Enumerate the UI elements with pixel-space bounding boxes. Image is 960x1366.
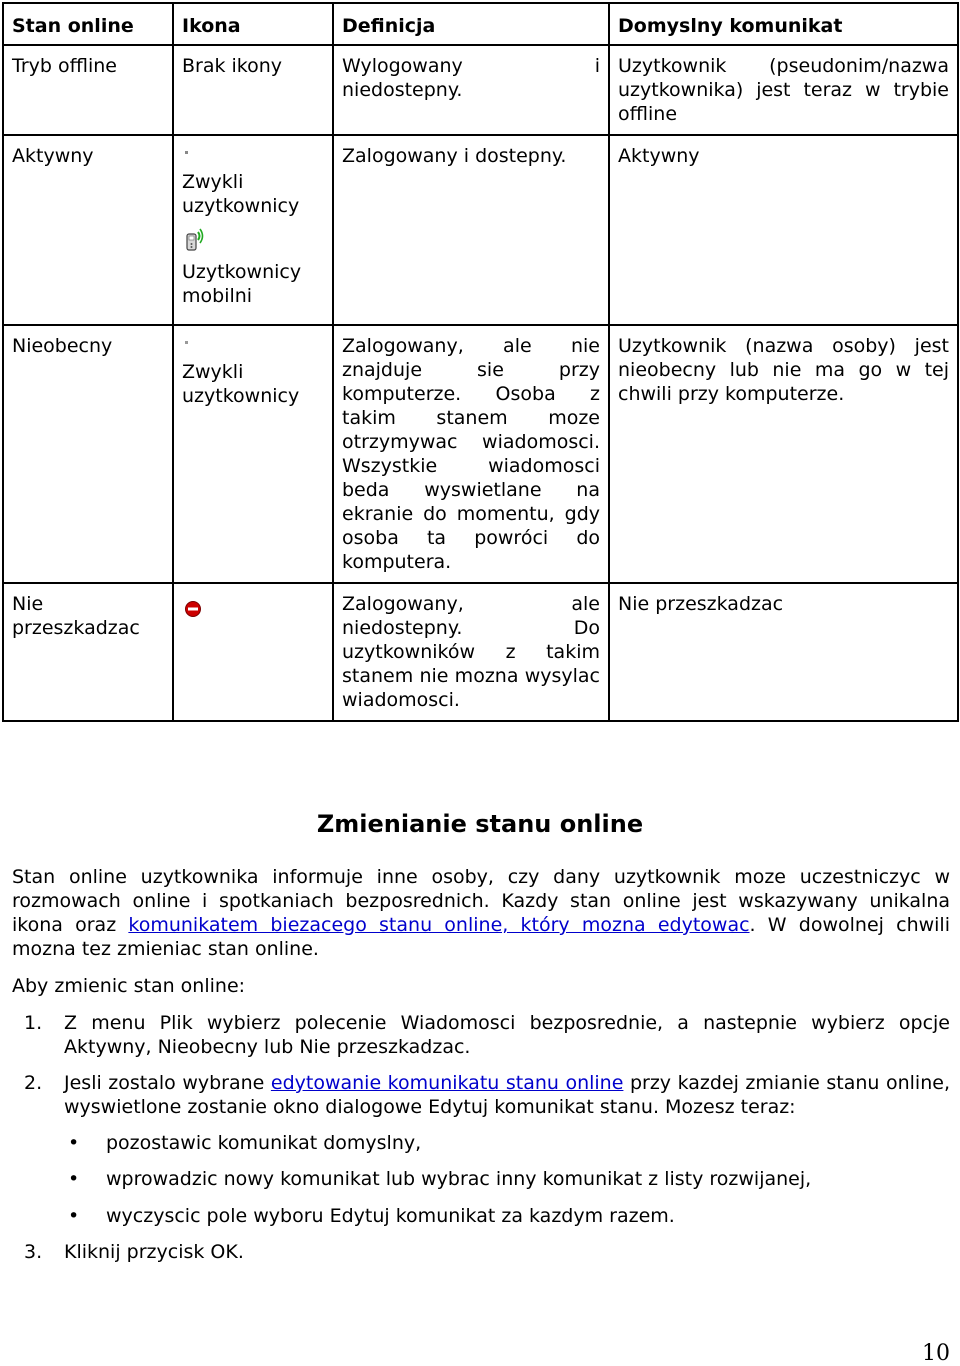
table-row <box>3 583 958 721</box>
table-row <box>3 135 958 325</box>
step-text-after: przy kazdej zmianie stanu online, wyswietlone zostanie okno dialogowe Edytuj komunikat stanu. Mozesz teraz: <box>64 1072 950 1118</box>
bullet-icon: • <box>68 1205 80 1227</box>
para-text-before: Stan online uzytkownika informuje inne osoby, czy dany uzytkownik moze uczestniczyc w rozmowach online i spotkaniach bezposrednich. Kazdy stan online jest wskazywany unikalna ikona oraz <box>12 866 950 936</box>
bullet-item: wyczyscic pole wyboru Edytuj komunikat za kazdym razem. <box>106 1205 675 1227</box>
header-message: Domyslny komunikat <box>609 3 958 45</box>
icon-label-regular: Zwykli uzytkownicy <box>182 361 300 407</box>
table-row <box>3 325 958 583</box>
step-text <box>64 1071 950 1119</box>
bullet-item: wprowadzic nowy komunikat lub wybrac inny komunikat z listy rozwijanej, <box>106 1168 812 1190</box>
icon-label-regular: Zwykli uzytkownicy <box>182 171 300 217</box>
do-not-disturb-icon <box>184 600 202 618</box>
step-text: Kliknij przycisk OK. <box>64 1241 244 1263</box>
bullet-item: pozostawic komunikat domyslny, <box>106 1132 422 1154</box>
para-text-after: . W dowolnej chwili mozna tez zmieniac stan online. <box>12 914 950 960</box>
header-state: Stan online <box>3 3 173 45</box>
message-cell: Uzytkownik (nazwa osoby) jest nieobecny lub nie ma go w tej chwili przy komputerze. <box>609 325 958 583</box>
bullet-icon: • <box>68 1168 80 1190</box>
bullet-icon: • <box>68 1132 80 1154</box>
icon-cell <box>173 325 333 583</box>
header-icon: Ikona <box>173 3 333 45</box>
icon-cell <box>173 583 333 721</box>
table-row <box>3 45 958 135</box>
steps-intro: Aby zmienic stan online: <box>12 975 246 997</box>
step-number: 3. <box>24 1241 43 1263</box>
definition-cell: Zalogowany, ale nie znajduje sie przy komputerze. Osoba z takim stanem moze otrzymywac wiadomosci. Wszystkie wiadomosci beda wyswietlane na ekranie do momentu, gdy osoba ta powróci do komputera. <box>333 325 609 583</box>
page-number: 10 <box>922 1341 950 1366</box>
header-definition: Definicja <box>333 3 609 45</box>
state-cell: Nieobecny <box>3 325 173 583</box>
definition-cell: Zalogowany, ale niedostepny. Do uzytkowników z takim stanem nie mozna wysylac wiadomosci. <box>333 583 609 721</box>
definition-cell: Zalogowany i dostepny. <box>333 135 609 325</box>
edit-status-message-link[interactable]: komunikatem biezacego stanu online, który mozna edytowac <box>128 914 750 936</box>
mobile-phone-icon <box>184 228 206 252</box>
intro-paragraph <box>12 865 950 961</box>
definition-cell: Wylogowany i niedostepny. <box>333 45 609 135</box>
table-header-row <box>3 3 958 45</box>
message-cell: Nie przeszkadzac <box>609 583 958 721</box>
section-title: Zmienianie stanu online <box>316 810 644 838</box>
status-table <box>2 2 959 722</box>
message-cell: Aktywny <box>609 135 958 325</box>
state-cell: Nie przeszkadzac <box>3 583 173 721</box>
state-cell: Aktywny <box>3 135 173 325</box>
message-cell: Uzytkownik (pseudonim/nazwa uzytkownika) jest teraz w trybie offline <box>609 45 958 135</box>
icon-cell: Brak ikony <box>173 45 333 135</box>
step-number: 2. <box>24 1072 43 1094</box>
step-text-before: Jesli zostalo wybrane <box>64 1072 271 1094</box>
away-status-icon <box>184 340 190 346</box>
icon-label-mobile: Uzytkownicy mobilni <box>182 261 302 307</box>
active-status-icon <box>184 150 190 156</box>
step-number: 1. <box>24 1012 43 1034</box>
icon-cell <box>173 135 333 325</box>
step-text: Z menu Plik wybierz polecenie Wiadomosci bezposrednie, a nastepnie wybierz opcje Aktywny, Nieobecny lub Nie przeszkadzac. <box>64 1012 950 1058</box>
state-cell: Tryb offline <box>3 45 173 135</box>
edit-status-link[interactable]: edytowanie komunikatu stanu online <box>270 1072 624 1094</box>
